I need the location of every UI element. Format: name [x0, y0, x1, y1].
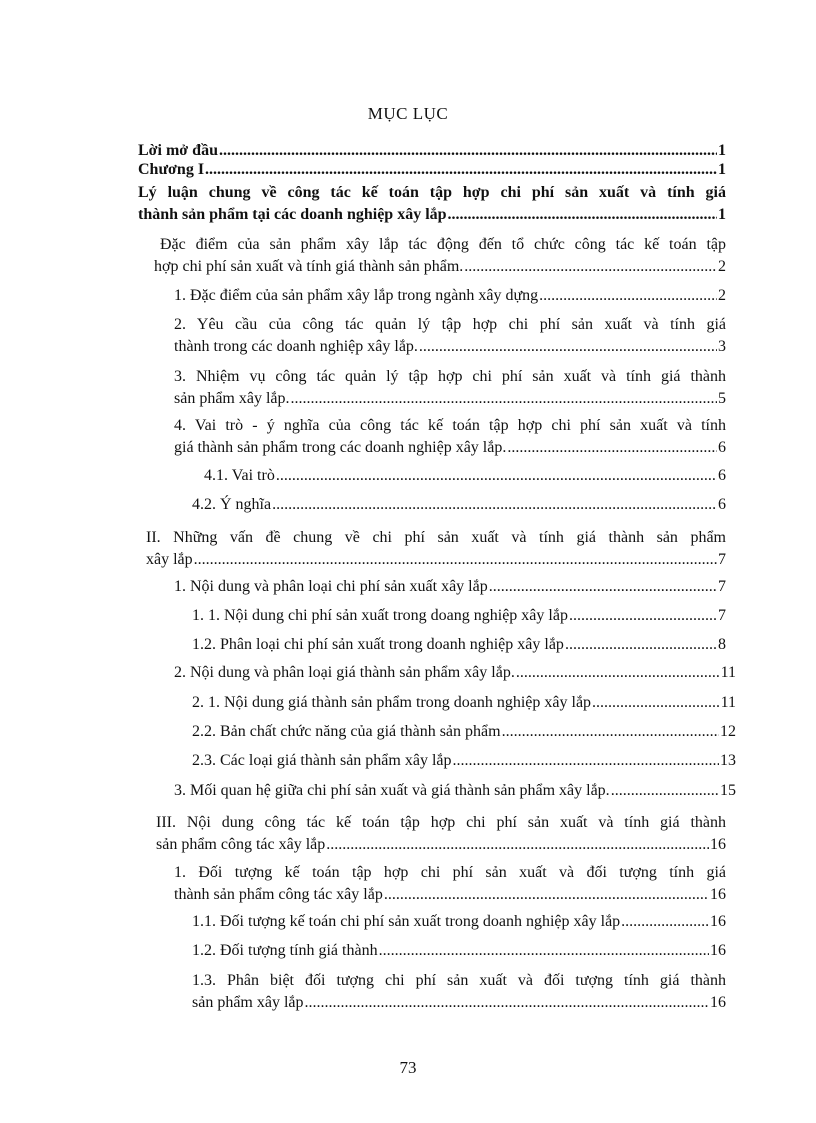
toc-entry-text: 1. Nội dung và phân loại chi phí sản xuất xây lắp	[174, 578, 488, 595]
toc-entry-page: 16	[710, 913, 726, 930]
dot-leader	[276, 465, 717, 487]
toc-entry-page: 1	[718, 206, 726, 223]
toc-entry-text: 1.3. Phân biệt đối tượng chi phí sản xuất và đối tượng tính giá thành	[192, 972, 726, 989]
toc-entry-text: 1. Đặc điểm của sản phẩm xây lắp trong ngành xây dựng	[174, 287, 539, 304]
toc-entry[interactable]	[174, 314, 726, 358]
toc-entry-text: 4.1. Vai trò	[204, 467, 275, 484]
toc-entry-page: 5	[718, 390, 726, 407]
toc-entry[interactable]	[154, 234, 726, 278]
dot-leader	[272, 494, 717, 516]
dot-leader	[464, 256, 717, 278]
dot-leader	[384, 884, 709, 906]
toc-entry[interactable]	[138, 182, 726, 226]
toc-entry-text: 1.1. Đối tượng kế toán chi phí sản xuất trong doanh nghiệp xây lắp	[192, 913, 621, 930]
dot-leader	[305, 992, 709, 1014]
toc-title: MỤC LỤC	[367, 104, 449, 123]
dot-leader	[489, 576, 717, 598]
toc-entry-text: 2.3. Các loại giá thành sản phẩm xây lắp	[192, 752, 452, 769]
toc-entry-text: 3. Nhiệm vụ công tác quản lý tập hợp chi phí sản xuất và tính giá thành	[174, 368, 726, 385]
dot-leader	[205, 159, 717, 181]
toc-entry-page: 3	[718, 338, 726, 355]
toc-entry[interactable]	[192, 970, 726, 1014]
toc-entry[interactable]	[174, 366, 726, 410]
toc-entry-text: 1. Đối tượng kế toán tập hợp chi phí sản xuất và đối tượng tính giá	[174, 864, 726, 881]
toc-entry[interactable]	[174, 780, 736, 802]
dot-leader	[565, 634, 717, 656]
toc-entry-text: 4. Vai trò - ý nghĩa của công tác kế toán tập hợp chi phí sản xuất và tính	[174, 417, 726, 434]
toc-entry-text: sản phẩm công tác xây lắp	[156, 836, 326, 853]
dot-leader	[569, 605, 717, 627]
toc-entry-text: sản phẩm xây lắp.	[174, 390, 290, 407]
dot-leader	[502, 721, 719, 743]
toc-entry-page: 13	[720, 752, 736, 769]
toc-entry-text: hợp chi phí sản xuất và tính giá thành sản phẩm.	[154, 258, 464, 275]
toc-entry-page: 7	[718, 607, 726, 624]
toc-entry-text: 1. 1. Nội dung chi phí sản xuất trong doang nghiệp xây lắp	[192, 607, 568, 624]
dot-leader	[326, 834, 709, 856]
toc-entry-text: Chương I	[138, 161, 205, 178]
toc-entry-text: 1.2. Phân loại chi phí sản xuất trong doanh nghiệp xây lắp	[192, 636, 564, 653]
toc-entry-text: 2. Nội dung và phân loại giá thành sản phẩm xây lắp.	[174, 664, 515, 681]
toc-entry[interactable]	[174, 285, 726, 307]
toc-entry-text: Lời mở đầu	[138, 142, 218, 159]
toc-entry-text: Đặc điểm của sản phẩm xây lắp tác động đến tổ chức công tác kế toán tập	[160, 236, 726, 253]
toc-entry[interactable]	[146, 527, 726, 571]
toc-entry-page: 11	[720, 694, 736, 711]
toc-entry-page: 11	[720, 664, 736, 681]
toc-entry[interactable]	[192, 692, 736, 714]
toc-entry-text: 2. 1. Nội dung giá thành sản phẩm trong doanh nghiệp xây lắp	[192, 694, 592, 711]
dot-leader	[516, 662, 720, 684]
toc-entry[interactable]	[174, 662, 736, 684]
dot-leader	[452, 750, 719, 772]
toc-entry[interactable]	[174, 576, 726, 598]
toc-entry-page: 16	[710, 994, 726, 1011]
toc-entry-text: xây lắp	[146, 551, 193, 568]
toc-entry-page: 1	[718, 142, 726, 159]
dot-leader	[592, 692, 720, 714]
toc-entry-text: III. Nội dung công tác kế toán tập hợp chi phí sản xuất và tính giá thành	[156, 814, 726, 831]
toc-entry[interactable]	[156, 812, 726, 856]
toc-entry-page: 1	[718, 161, 726, 178]
toc-entry-text: thành sản phẩm tại các doanh nghiệp xây lắp	[138, 206, 447, 223]
dot-leader	[448, 204, 717, 226]
dot-leader	[291, 388, 717, 410]
dot-leader	[507, 437, 717, 459]
page-number: 73	[399, 1058, 417, 1077]
toc-entry-page: 15	[720, 782, 736, 799]
toc-entry-text: 2.2. Bản chất chức năng của giá thành sản phẩm	[192, 723, 501, 740]
toc-entry-text: II. Những vấn đề chung về chi phí sản xuất và tính giá thành sản phẩm	[146, 529, 726, 546]
toc-entry-page: 16	[710, 886, 726, 903]
toc-entry-page: 6	[718, 496, 726, 513]
toc-entry-page: 2	[718, 258, 726, 275]
toc-entry-page: 7	[718, 551, 726, 568]
toc-entry-page: 2	[718, 287, 726, 304]
toc-entry-page: 12	[720, 723, 736, 740]
dot-leader	[539, 285, 717, 307]
toc-entry-text: giá thành sản phẩm trong các doanh nghiệp xây lắp.	[174, 439, 507, 456]
toc-entry-page: 16	[710, 836, 726, 853]
dot-leader	[419, 336, 717, 358]
toc-entry[interactable]	[192, 911, 726, 933]
toc-entry[interactable]	[204, 465, 726, 487]
toc-entry[interactable]	[174, 862, 726, 906]
dot-leader	[379, 940, 709, 962]
dot-leader	[621, 911, 709, 933]
toc-entry-page: 16	[710, 942, 726, 959]
toc-entry-page: 8	[718, 636, 726, 653]
toc-entry-text: 2. Yêu cầu của công tác quản lý tập hợp chi phí sản xuất và tính giá	[174, 316, 726, 333]
dot-leader	[611, 780, 719, 802]
toc-entry-text: thành sản phẩm công tác xây lắp	[174, 886, 383, 903]
toc-entry-text: Lý luận chung về công tác kế toán tập hợp chi phí sản xuất và tính giá	[138, 184, 726, 201]
toc-entry-text: thành trong các doanh nghiệp xây lắp.	[174, 338, 418, 355]
toc-entry[interactable]	[192, 750, 736, 772]
toc-entry[interactable]	[192, 634, 726, 656]
toc-entry-text: sản phẩm xây lắp	[192, 994, 304, 1011]
dot-leader	[194, 549, 717, 571]
toc-entry-text: 4.2. Ý nghĩa	[192, 496, 272, 513]
toc-entry-text: 1.2. Đối tượng tính giá thành	[192, 942, 378, 959]
toc-entry[interactable]	[174, 415, 726, 459]
toc-entry-page: 6	[718, 467, 726, 484]
toc-entry-page: 7	[718, 578, 726, 595]
toc-entry-page: 6	[718, 439, 726, 456]
toc-entry[interactable]	[192, 494, 726, 516]
toc-entry[interactable]	[192, 940, 726, 962]
toc-entry[interactable]	[192, 605, 726, 627]
toc-entry[interactable]	[138, 159, 726, 181]
toc-entry[interactable]	[192, 721, 736, 743]
toc-entry-text: 3. Mối quan hệ giữa chi phí sản xuất và giá thành sản phẩm xây lắp.	[174, 782, 610, 799]
